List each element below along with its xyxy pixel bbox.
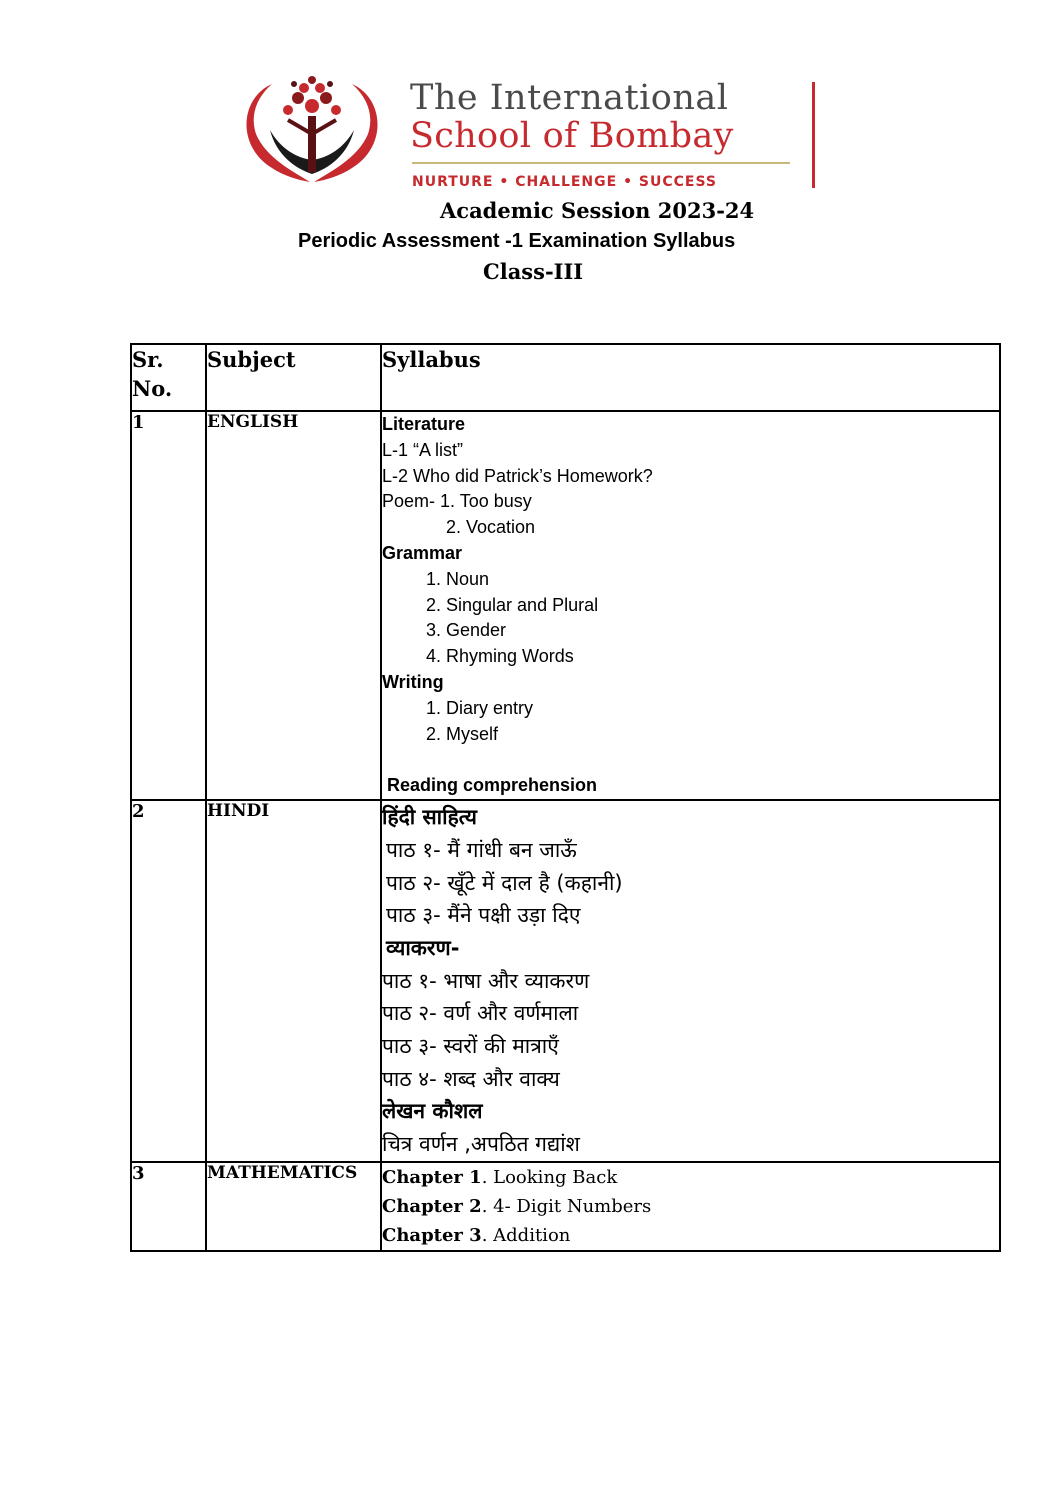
list-item: पाठ २- वर्ण और वर्णमाला	[382, 1001, 579, 1026]
hindi-writing-heading: लेखन कौशल	[382, 1099, 483, 1124]
list-item: पाठ ३- मैंने पक्षी उड़ा दिए	[386, 903, 581, 928]
school-emblem-icon	[232, 76, 392, 188]
english-reading-comprehension: Reading comprehension	[387, 775, 598, 796]
table-row-english	[131, 411, 1000, 800]
maths-chapter-1	[382, 1163, 999, 1192]
english-lesson-2: L-2 Who did Patrick’s Homework?	[382, 465, 653, 486]
english-grammar-list	[382, 567, 999, 670]
logo-vertical-bar	[812, 82, 815, 188]
exam-title: Periodic Assessment -1 Examination Syllabus	[298, 230, 736, 252]
chapter-label: Chapter 2	[382, 1195, 482, 1217]
header-syllabus: Syllabus	[381, 344, 1000, 411]
chapter-title: . Addition	[481, 1224, 571, 1246]
hindi-writing-text: चित्र वर्णन ,अपठित गद्यांश	[382, 1132, 580, 1157]
school-logo	[232, 76, 822, 192]
english-writing-list	[382, 696, 999, 748]
chapter-label: Chapter 3	[382, 1224, 482, 1246]
chapter-label: Chapter 1	[382, 1166, 482, 1188]
list-item: 4. Rhyming Words	[446, 644, 999, 670]
english-literature-heading: Literature	[382, 414, 466, 434]
syllabus-english	[381, 411, 1000, 800]
subject-english: ENGLISH	[206, 411, 381, 800]
list-item: 2. Myself	[446, 722, 999, 748]
list-item: पाठ ४- शब्द और वाक्य	[382, 1066, 560, 1091]
table-row-hindi	[131, 800, 1000, 1162]
syllabus-hindi	[381, 800, 1000, 1162]
maths-chapter-2	[382, 1192, 999, 1221]
session-title: Academic Session 2023-24	[440, 198, 755, 223]
header-srno-line1: Sr.	[132, 347, 164, 372]
syllabus-maths	[381, 1162, 1000, 1251]
table-row-maths	[131, 1162, 1000, 1251]
hindi-grammar-heading: व्याकरण-	[386, 935, 460, 960]
subject-hindi: HINDI	[206, 800, 381, 1162]
english-poem-1: Poem- 1. Too busy	[382, 491, 532, 512]
english-grammar-heading: Grammar	[382, 542, 463, 563]
chapter-title: . Looking Back	[481, 1166, 618, 1188]
syllabus-table	[130, 343, 1001, 1252]
list-item: पाठ २- खूँटे में दाल है (कहानी)	[386, 870, 623, 895]
english-poem-2: 2. Vocation	[446, 517, 536, 538]
list-item: पाठ ३- स्वरों की मात्राएँ	[382, 1034, 559, 1059]
english-lesson-1: L-1 “A list”	[382, 439, 464, 460]
srno-english: 1	[131, 411, 206, 800]
srno-hindi: 2	[131, 800, 206, 1162]
subject-maths: MATHEMATICS	[206, 1162, 381, 1251]
logo-divider	[412, 162, 790, 164]
table-header-row	[131, 344, 1000, 411]
class-title: Class-III	[483, 259, 584, 284]
list-item: 3. Gender	[446, 618, 999, 644]
spacer	[382, 747, 999, 773]
maths-chapter-3	[382, 1221, 999, 1250]
header-srno-line2: No.	[132, 376, 173, 401]
chapter-title: . 4- Digit Numbers	[481, 1195, 652, 1217]
school-name-line2: School of Bombay	[410, 116, 734, 156]
school-tagline: NURTURE • CHALLENGE • SUCCESS	[412, 174, 717, 190]
list-item: 1. Diary entry	[446, 696, 999, 722]
school-name-line1: The International	[410, 78, 729, 118]
hindi-literature-heading: हिंदी साहित्य	[382, 805, 477, 830]
list-item: 1. Noun	[446, 567, 999, 593]
header-subject: Subject	[206, 344, 381, 411]
list-item: पाठ १- मैं गांधी बन जाऊँ	[386, 837, 577, 862]
header-srno	[131, 344, 206, 411]
srno-maths: 3	[131, 1162, 206, 1251]
list-item: 2. Singular and Plural	[446, 593, 999, 619]
list-item: पाठ १- भाषा और व्याकरण	[382, 968, 590, 993]
english-writing-heading: Writing	[382, 671, 444, 692]
